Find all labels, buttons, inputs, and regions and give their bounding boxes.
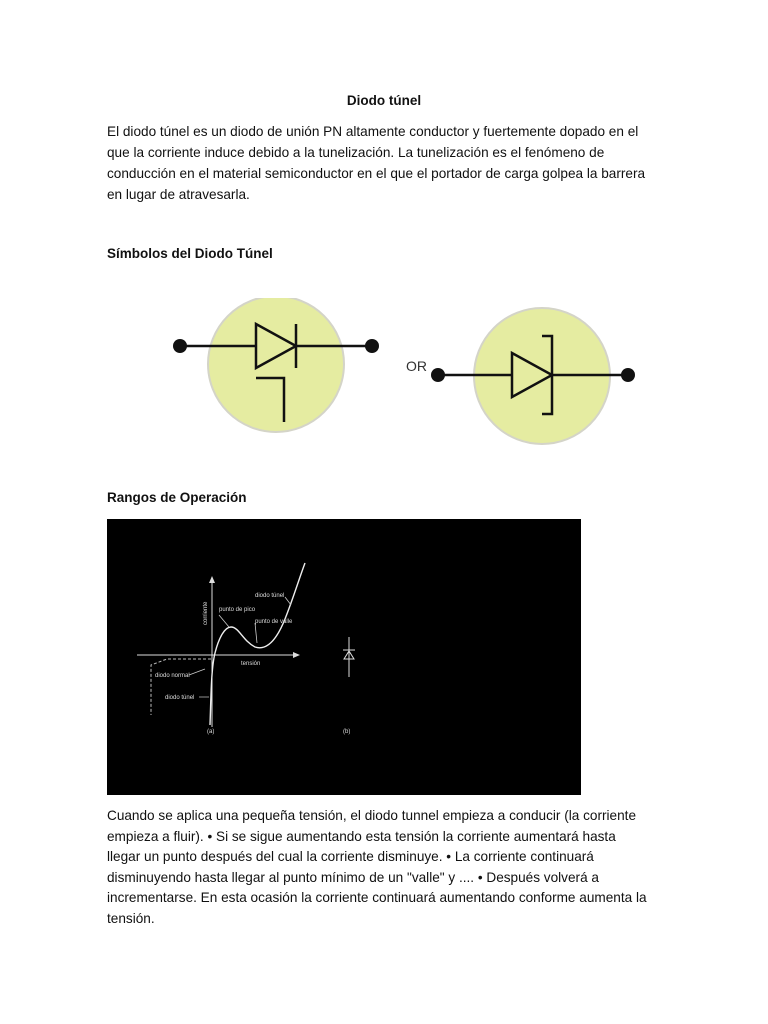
label-diodo-tunel: diodo túnel <box>255 593 285 599</box>
intro-line-3: conducción en el material semiconductor en el que el portador de carga golpea la barrera <box>107 166 646 181</box>
label-diodo-tunel-lower: diodo túnel <box>165 695 195 701</box>
tunnel-diode-symbols <box>160 298 650 458</box>
label-a: (a) <box>207 729 215 735</box>
iv-curve-figure <box>107 519 581 795</box>
intro-line-4: en lugar de atravesarla. <box>107 187 250 202</box>
closing-line-3: llegar un punto después del cual la corriente disminuye. • La corriente continuará <box>107 849 594 864</box>
tunnel-diode-curve <box>210 563 305 725</box>
operation-range-graph <box>107 519 581 795</box>
label-b: (b) <box>343 729 351 735</box>
tunnel-diode-symbol-small <box>343 637 355 677</box>
tunnel-diode-symbol-left <box>173 298 379 432</box>
label-diodo-normal: diodo normal <box>155 673 190 679</box>
closing-line-2: empieza a fluir). • Si se sigue aumentando esta tensión la corriente aumentará hasta <box>107 828 616 844</box>
closing-line-4: disminuyendo hasta llegar al punto mínimo de un "valle" y .... • Después volverá a <box>107 869 599 885</box>
closing-line-1: Cuando se aplica una pequeña tensión, el diodo tunnel empieza a conducir (la corriente <box>107 808 637 823</box>
intro-line-1: El diodo túnel es un diodo de unión PN altamente conductor y fuertemente dopado en el <box>107 124 639 139</box>
normal-diode-curve <box>151 659 211 715</box>
closing-line-6: tensión. <box>107 910 155 926</box>
label-tension: tensión <box>241 661 261 667</box>
ranges-heading: Rangos de Operación <box>107 490 247 505</box>
closing-paragraph <box>107 806 663 929</box>
label-punto-pico: punto de pico <box>219 607 256 613</box>
symbols-or-text: OR <box>406 358 427 374</box>
symbols-heading: Símbolos del Diodo Túnel <box>107 246 273 261</box>
intro-line-2: que la corriente induce debido a la tunelización. La tunelización es el fenómeno de <box>107 145 605 160</box>
label-punto-valle: punto de valle <box>255 619 293 625</box>
closing-line-5: incrementarse. En esta ocasión la corriente continuará aumentando conforme aumenta la <box>107 890 647 905</box>
page-title: Diodo túnel <box>346 93 422 108</box>
intro-paragraph <box>107 121 663 205</box>
tunnel-diode-symbol-right <box>431 308 635 444</box>
label-corriente: corriente <box>203 601 209 625</box>
